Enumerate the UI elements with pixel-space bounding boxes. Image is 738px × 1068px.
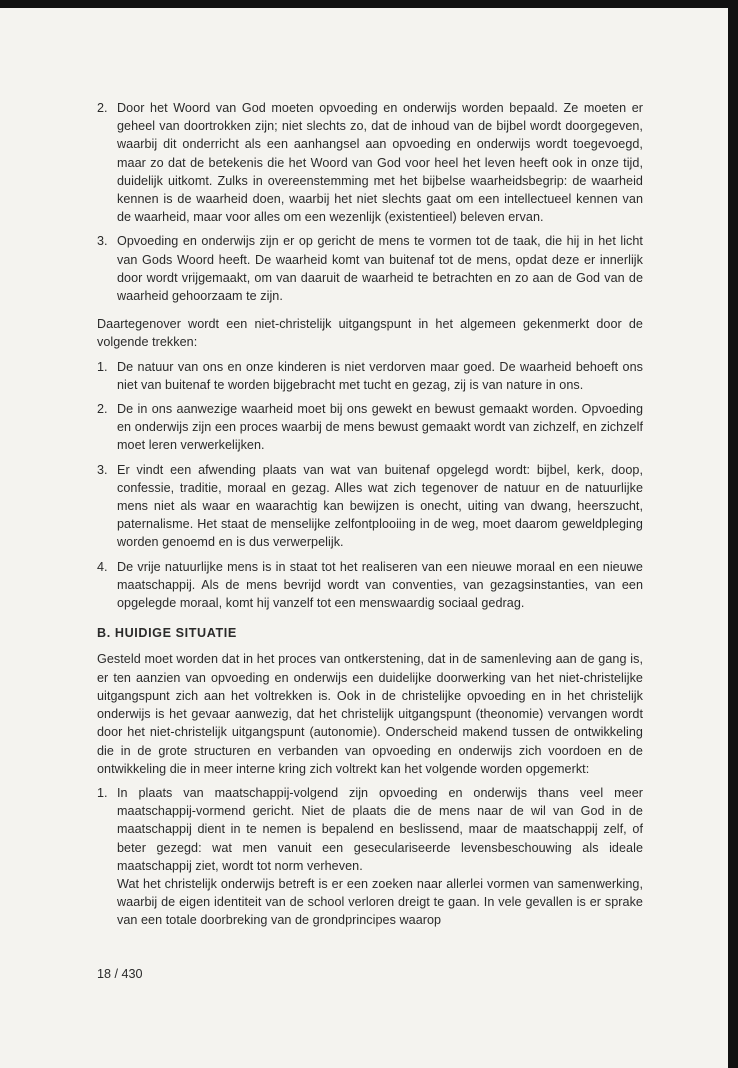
item-text: Door het Woord van God moeten opvoeding en onderwijs worden bepaald. Ze moeten er geheel van doortrokken zijn; niet slechts zo, dat de inhoud van de bijbel wordt doorgegeven, waarbij dit onderricht als een aanhangsel aan opvoeding en onderwijs wordt toegevoegd, maar zo dat de betekenis die het Woord van God voor heel het leven heeft ook in onze tijd, duidelijk uitkomt. Zulks in overeenstemming met het bijbelse waarheidsbegrip: de waarheid kennen is de waarheid doen, waarbij het niet slechts gaat om een intellectueel kennen van de waarheid, maar voor alles om een wezenlijk (existentieel) beleven ervan. [117,101,643,225]
item-text: De in ons aanwezige waarheid moet bij ons gewekt en bewust gemaakt worden. Opvoeding en onderwijs zijn een proces waarbij de mens bewust gemaakt wordt van zichzelf, en zichzelf moet leren verwerkelijken. [117,402,643,453]
intro-paragraph: Daartegenover wordt een niet-christelijk uitgangspunt in het algemeen gekenmerkt door de volgende trekken: [97,317,643,350]
item-continuation: Wat het christelijk onderwijs betreft is er een zoeken naar allerlei vormen van samenwerking, waarbij de eigen identiteit van de school verloren dreigt te gaan. In vele gevallen is er sprake van een totale doorbreking van de grondprincipes waarop [117,876,643,928]
item-number: 2. [97,402,108,417]
numbered-item-a3 [97,232,643,305]
numbered-item-a2 [97,99,643,226]
item-text: Opvoeding en onderwijs zijn er op gericht de mens te vormen tot de taak, die hij in het licht van Gods Woord heeft. De waarheid komt van buitenaf tot de mens, opdat deze er innerlijk door wordt vrijgemaakt, om van daaruit de waarheid te betrachten en zo aan de God van de waarheid gehoorzaam te zijn. [117,234,643,304]
numbered-item-nc3 [97,461,643,552]
item-text: Er vindt een afwending plaats van wat van buitenaf opgelegd wordt: bijbel, kerk, doop, confessie, traditie, moraal en gezag. Alles wat zich tegenover de natuur en de natuurlijke mens niet als waar en waarachtig kan bewijzen is onecht, uiting van dwang, heerszucht, paternalisme. Het staat de menselijke zelfontplooiing in de weg, moet daarom geweldpleging worden genoemd en is dus verwerpelijk. [117,462,643,550]
scan-edge-right [728,0,738,1068]
section-heading: B. HUIDIGE SITUATIE [97,626,237,641]
page-number: 18 / 430 [97,967,143,981]
item-number: 3. [97,234,108,249]
item-number: 4. [97,559,108,574]
numbered-item-nc2 [97,400,643,455]
numbered-item-nc4 [97,558,643,613]
item-text: De natuur van ons en onze kinderen is niet verdorven maar goed. De waarheid behoeft ons niet van buitenaf te worden bijgebracht met tucht en gezag, zij is van nature in ons. [117,359,643,392]
item-text: De vrije natuurlijke mens is in staat tot het realiseren van een nieuwe moraal en een nieuwe maatschappij. Als de mens bevrijd wordt van conventies, van gezagsinstanties, van een opgelegde moraal, komt hij vanzelf tot een menswaardig sociaal gedrag. [117,559,643,611]
numbered-item-b1 [97,784,643,930]
item-number: 3. [97,462,108,477]
scan-edge-top [0,0,738,8]
item-number: 1. [97,785,108,800]
item-number: 2. [97,101,108,115]
page-content [97,99,643,936]
numbered-item-nc1 [97,358,643,394]
item-text: In plaats van maatschappij-volgend zijn opvoeding en onderwijs thans veel meer maatschappij-vormend gericht. Niet de plaats die de mens naar de wil van God in de maatschappij dient in te nemen is bepalend en beslissend, maar de maatschappij zelf, of beter gezegd: wat men vanuit een geseculariseerde levensbeschouwing als ideale maatschappij ziet, wordt tot norm verheven. [117,785,643,873]
section-b-paragraph: Gesteld moet worden dat in het proces van ontkerstening, dat in de samenleving aan de gang is, er ten aanzien van opvoeding en onderwijs een duidelijke doorwerking van het niet-christelijke uitgangspunt zich aan het voltrekken is. Ook in de christelijke opvoeding en in het christelijk onderwijs is het gevaar aanwezig, dat het christelijk uitgangspunt (theonomie) vervangen wordt door het niet-christelijk uitgangspunt (autonomie). Onderscheid makend tussen de ontwikkeling die in de grote structuren en verbanden van opvoeding en onderwijs zich voordoen en de ontwikkeling die in meer interne kring zich voltrekt kan het volgende worden opgemerkt: [97,652,643,776]
item-number: 1. [97,359,108,374]
